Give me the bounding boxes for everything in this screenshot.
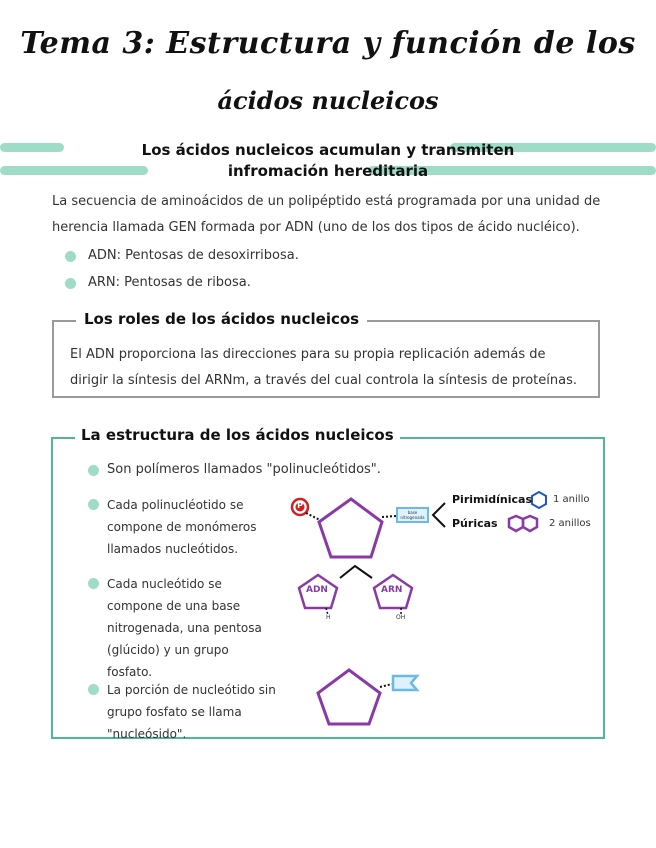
structure-bullet-3: Cada nucleótido se compone de una base nitrogenada, una pentosa (glúcido) y un grupo fosfato. xyxy=(107,577,262,679)
intro-paragraph: La secuencia de aminoácidos de un polipéptido está programada por una unidad de herencia llamada GEN formada por ADN (uno de los dos tipos de ácido nucléico). xyxy=(52,194,601,235)
bullet-adn: ADN: Pentosas de desoxirribosa. xyxy=(88,248,299,263)
roles-text: El ADN proporciona las direcciones para su propia replicación además de dirigir la síntesis del ARNm, a través del cual controla la síntesis de proteínas. xyxy=(70,347,577,388)
structure-heading: La estructura de los ácidos nucleicos xyxy=(75,426,400,444)
page-title-line-2: ácidos nucleicos xyxy=(217,86,439,115)
bracket-icon xyxy=(433,503,445,527)
arn-group-label: OH xyxy=(396,614,406,621)
bullet-arn: ARN: Pentosas de ribosa. xyxy=(88,275,251,290)
branch-lines xyxy=(340,566,372,578)
purine-rings-icon xyxy=(509,516,537,531)
phosphate-label: P xyxy=(297,501,303,510)
structure-bullet-2: Cada polinucléotido se compone de monómeros llamados nucleótidos. xyxy=(107,498,257,556)
purines-rings: 2 anillos xyxy=(549,518,591,529)
adn-label: ADN xyxy=(306,585,328,595)
section-heading-line-1: Los ácidos nucleicos acumulan y transmiten xyxy=(141,141,515,159)
structure-bullet-4: La porción de nucleótido sin grupo fosfato se llama "nucleósido". xyxy=(107,683,276,741)
section-heading-line-2: infromación hereditaria xyxy=(227,162,429,180)
adn-group-label: H xyxy=(326,614,331,621)
pentose-icon xyxy=(319,499,382,557)
purines-label: Púricas xyxy=(452,517,498,530)
nucleoside-base-icon xyxy=(393,676,417,690)
arn-label: ARN xyxy=(381,585,403,595)
pyrimidines-label: Pirimidínicas xyxy=(452,493,532,506)
nucleoside-pentagon-icon xyxy=(318,670,380,724)
base-bond xyxy=(382,516,396,517)
pyrimidines-rings: 1 anillo xyxy=(553,494,590,505)
structure-bullet-1: Son polímeros llamados "polinucleótidos". xyxy=(107,462,381,477)
base-label: base nitrogenada xyxy=(400,510,425,520)
page-title-line-1: Tema 3: Estructura y función de los xyxy=(20,26,636,61)
roles-heading: Los roles de los ácidos nucleicos xyxy=(76,310,367,328)
pyrimidine-hexagon-icon xyxy=(532,492,546,508)
